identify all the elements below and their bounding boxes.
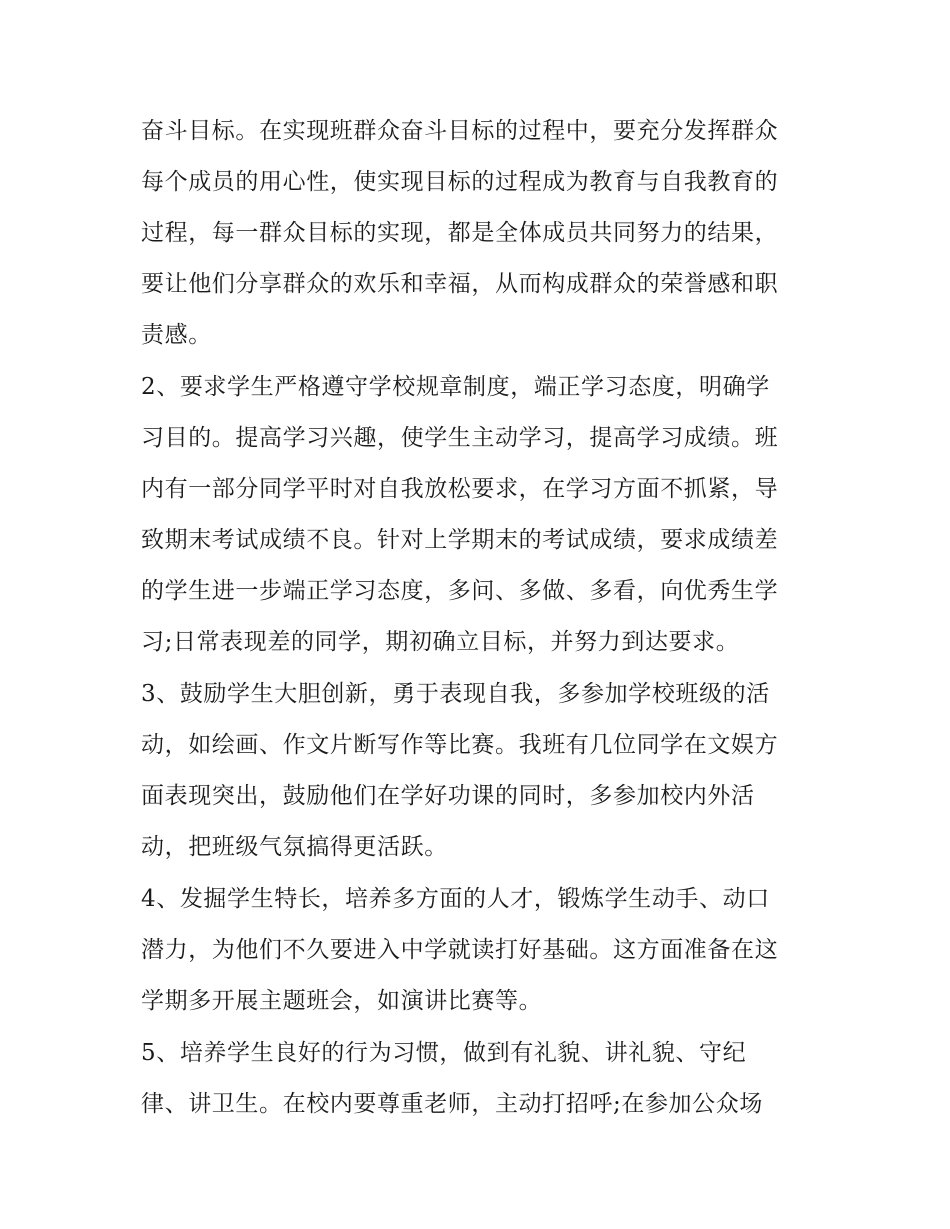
paragraph-item-5 xyxy=(141,1028,821,1130)
paragraph-item-4 xyxy=(141,874,821,1027)
text-line: 5、培养学生良好的行为习惯，做到有礼貌、讲礼貌、守纪 xyxy=(141,1040,747,1066)
text-line: 4、发掘学生特长，培养多方面的人才，锻炼学生动手、动口 xyxy=(141,886,770,912)
document-page xyxy=(141,106,821,1130)
text-line: 律、讲卫生。在校内要尊重老师，主动打招呼;在参加公众场 xyxy=(141,1091,763,1117)
text-line: 责感。 xyxy=(141,322,212,348)
paragraph-goal-continuation xyxy=(141,106,821,361)
text-line: 的学生进一步端正学习态度，多问、多做、多看，向优秀生学 xyxy=(141,578,779,604)
paragraph-item-2 xyxy=(141,362,821,668)
text-line: 2、要求学生严格遵守学校规章制度，端正学习态度，明确学 xyxy=(141,374,770,400)
text-line: 每个成员的用心性，使实现目标的过程成为教育与自我教育的 xyxy=(141,169,779,195)
text-line: 3、鼓励学生大胆创新，勇于表现自我，多参加学校班级的活 xyxy=(141,681,770,707)
paragraph-item-3 xyxy=(141,669,821,873)
text-line: 面表现突出，鼓励他们在学好功课的同时，多参加校内外活 xyxy=(141,783,755,809)
text-line: 习目的。提高学习兴趣，使学生主动学习，提高学习成绩。班 xyxy=(141,425,779,451)
text-line: 致期末考试成绩不良。针对上学期末的考试成绩，要求成绩差 xyxy=(141,527,779,553)
text-line: 动，如绘画、作文片断写作等比赛。我班有几位同学在文娱方 xyxy=(141,732,779,758)
text-line: 内有一部分同学平时对自我放松要求，在学习方面不抓紧，导 xyxy=(141,476,779,502)
text-line: 动，把班级气氛搞得更活跃。 xyxy=(141,834,448,860)
text-line: 奋斗目标。在实现班群众奋斗目标的过程中，要充分发挥群众 xyxy=(141,118,779,144)
text-line: 学期多开展主题班会，如演讲比赛等。 xyxy=(141,988,543,1014)
text-line: 过程，每一群众目标的实现，都是全体成员共同努力的结果， xyxy=(141,220,779,246)
text-line: 潜力，为他们不久要进入中学就读打好基础。这方面准备在这 xyxy=(141,937,779,963)
text-line: 习;日常表现差的同学，期初确立目标，并努力到达要求。 xyxy=(141,629,740,655)
text-line: 要让他们分享群众的欢乐和幸福，从而构成群众的荣誉感和职 xyxy=(141,271,779,297)
